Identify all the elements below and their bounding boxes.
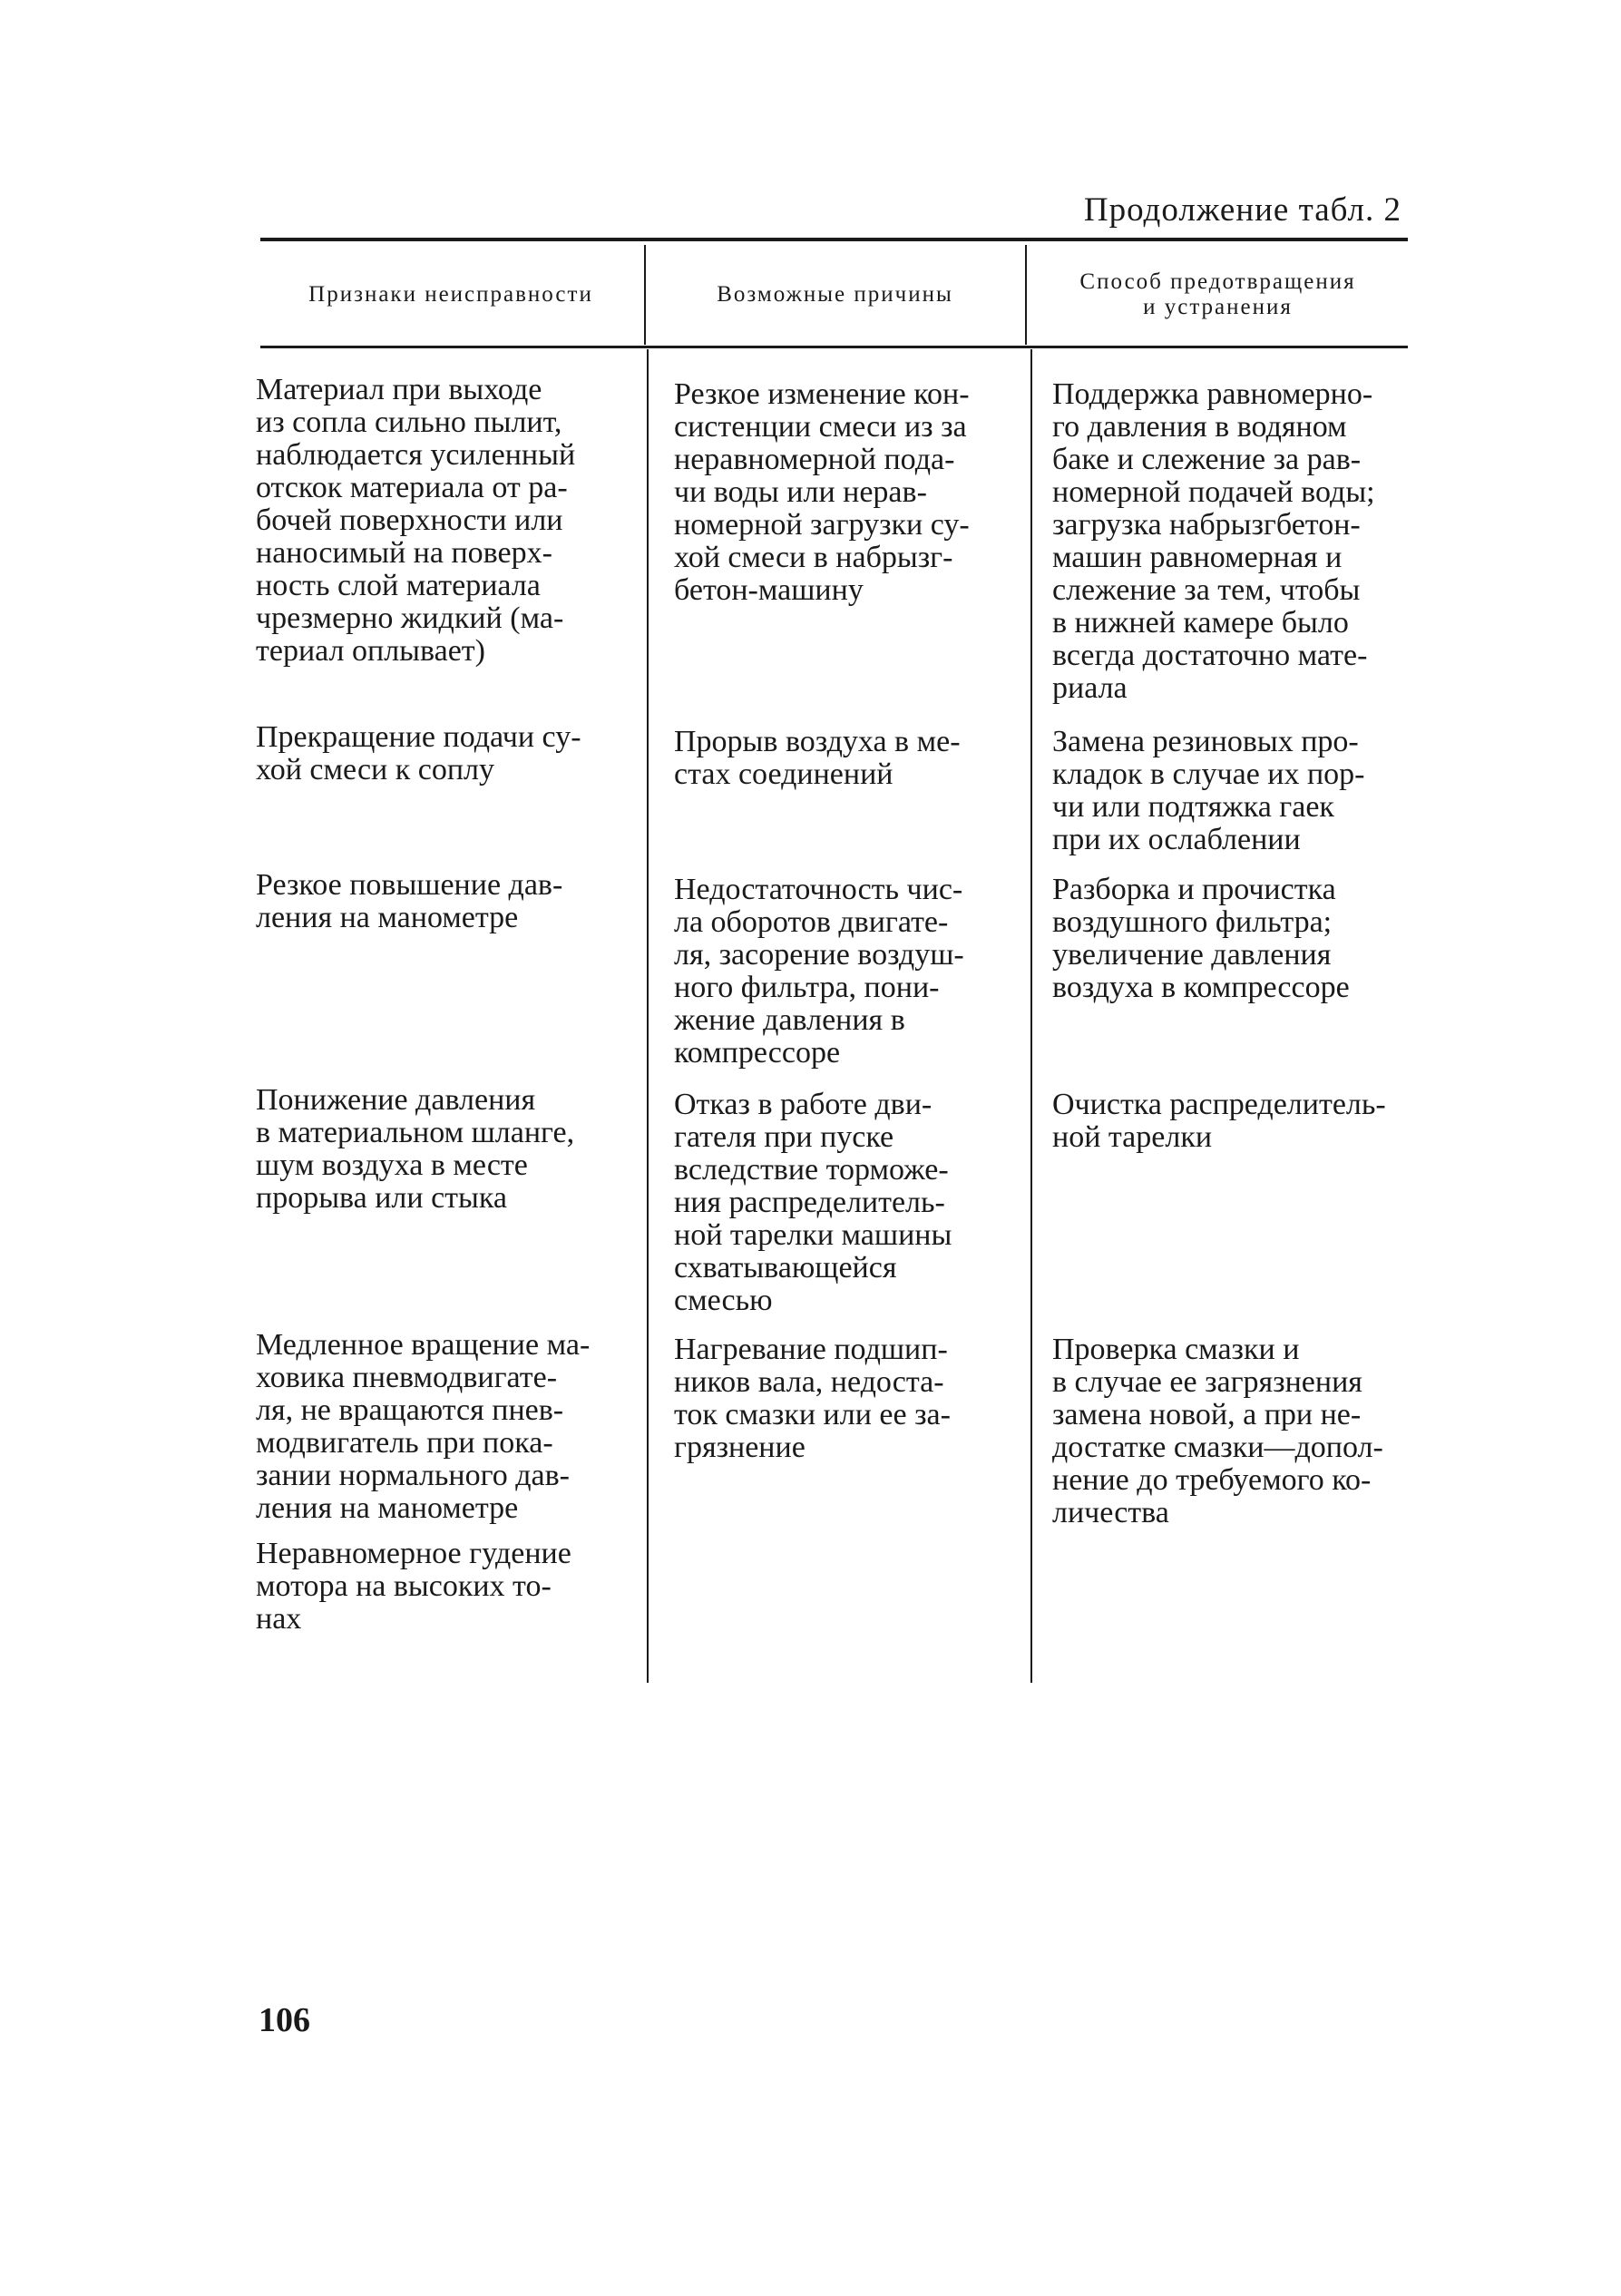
header-divider-1 xyxy=(644,245,646,345)
row4-cause: Отказ в работе дви- гателя при пуске вследствие торможе- ния распределитель- ной тарелки машины схватывающейся смесью xyxy=(674,1088,952,1317)
row5-remedy: Проверка смазки и в случае ее загрязнения замена новой, а при не- достатке смазки—допол- нение до требуемого ко- личества xyxy=(1052,1333,1383,1529)
row3-sign: Резкое повышение дав- ления на манометре xyxy=(256,868,563,934)
column-divider-1 xyxy=(647,349,649,1683)
header-remedy: Способ предотвращения и устранения xyxy=(1079,269,1356,319)
header-divider-2 xyxy=(1025,245,1027,345)
row3-cause: Недостаточность чис- ла оборотов двигате- ля, засорение воздуш- ного фильтра, пони- жение давления в компрессоре xyxy=(674,873,964,1070)
page-number: 106 xyxy=(259,2001,310,2039)
row3-remedy: Разборка и прочистка воздушного фильтра; увеличение давления воздуха в компрессоре xyxy=(1052,873,1350,1004)
row5-sign-2: Неравномерное гудение мотора на высоких то- нах xyxy=(256,1537,571,1636)
row5-sign: Медленное вращение ма- ховика пневмодвигате- ля, не вращаются пнев- модвигатель при пока- зании нормального дав- ления на манометре xyxy=(256,1328,591,1525)
row2-remedy: Замена резиновых про- кладок в случае их пор- чи или подтяжка гаек при их ослаблении xyxy=(1052,725,1365,856)
header-signs: Признаки неисправности xyxy=(308,282,593,307)
row1-cause: Резкое изменение кон- систенции смеси из за неравномерной пода- чи воды или нерав- номерной загрузки су- хой смеси в набрызг- бетон-машину xyxy=(674,377,970,607)
row4-remedy: Очистка распределитель- ной тарелки xyxy=(1052,1088,1386,1154)
row2-cause: Прорыв воздуха в ме- стах соединений xyxy=(674,725,961,791)
table-header-rule xyxy=(260,346,1408,348)
column-divider-2 xyxy=(1030,349,1032,1683)
header-causes: Возможные причины xyxy=(717,282,953,307)
table-caption: Продолжение табл. 2 xyxy=(1083,191,1401,229)
row1-remedy: Поддержка равномерно- го давления в водяном баке и слежение за рав- номерной подачей воды; загрузка набрызгбетон- машин равномерная и слежение за тем, чтобы в нижней камере было всегда достаточно мате- риала xyxy=(1052,377,1375,705)
row2-sign: Прекращение подачи су- хой смеси к соплу xyxy=(256,720,581,787)
table-top-rule xyxy=(260,238,1408,241)
row5-cause: Нагревание подшип- ников вала, недоста- ток смазки или ее за- грязнение xyxy=(674,1333,951,1464)
row4-sign: Понижение давления в материальном шланге, шум воздуха в месте прорыва или стыка xyxy=(256,1083,575,1215)
row1-sign: Материал при выходе из сопла сильно пылит, наблюдается усиленный отскок материала от ра- бочей поверхности или наносимый на поверх- ность слой материала чрезмерно жидкий (ма- териал оплывает) xyxy=(256,373,576,668)
